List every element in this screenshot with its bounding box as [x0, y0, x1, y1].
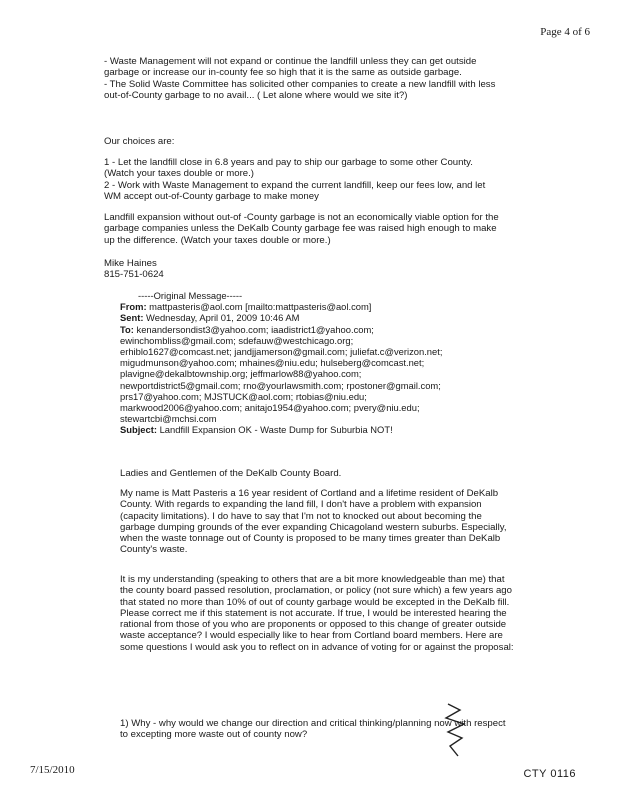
to-line: newportdistrict5@gmail.com; rno@yourlawsmith.com; rpostoner@gmail.com; [120, 379, 441, 391]
choice-2: 2 - Work with Waste Management to expand the current landfill, keep our fees low, and let WM accept out-of-County garbage to make money [104, 179, 486, 202]
to-line: kenandersondist3@yahoo.com; iaadistrict1@yahoo.com; [136, 323, 374, 335]
forwarded-email [120, 290, 590, 436]
bullet-solid-waste-committee: - The Solid Waste Committee has solicited other companies to create a new landfill with less out-of-County garbage to no avail... ( Let alone where would we site it?) [104, 78, 496, 101]
email-from [120, 301, 590, 312]
to-line: plavigne@dekalbtownship.org; jeffmarlow88@yahoo.com; [120, 368, 362, 380]
email-greeting: Ladies and Gentlemen of the DeKalb County Board. [120, 468, 342, 479]
sent-value: Wednesday, April 01, 2009 10:46 AM [146, 312, 300, 324]
to-line: prs17@yahoo.com; MJSTUCK@aol.com; rtobias@niu.edu; [120, 390, 367, 402]
to-line: markwood2006@yahoo.com; anitajo1954@yahoo.com; pvery@niu.edu; [120, 402, 420, 414]
to-line: ewinchombliss@gmail.com; sdefauw@westchicago.org; [120, 334, 354, 346]
expansion-paragraph: Landfill expansion without out-of -County garbage is not an economically viable option for the garbage companies unless the DeKalb County garbage fee was raised high enough to make up the difference. (Watch your taxes double or more.) [104, 212, 499, 246]
choices-list [104, 157, 504, 202]
email-subject [120, 424, 590, 435]
signature [104, 258, 404, 281]
subject-label: Subject: [120, 424, 157, 436]
email-question-1: 1) Why - why would we change our direction and critical thinking/planning now with respect to excepting more waste out of county now? [120, 718, 506, 741]
signature-name: Mike Haines [104, 258, 157, 269]
email-sent [120, 312, 590, 323]
to-line: migudmunson@yahoo.com; mhaines@niu.edu; hulseberg@comcast.net; [120, 357, 425, 369]
choice-1: 1 - Let the landfill close in 6.8 years and pay to ship our garbage to some other County. (Watch your taxes double or more.) [104, 157, 473, 180]
original-message-marker: -----Original Message----- [138, 290, 243, 301]
to-label: To: [120, 323, 134, 335]
email-paragraph-1: My name is Matt Pasteris a 16 year resident of Cortland and a lifetime resident of DeKalb County. With regards to expanding the land fill, I don't have a problem with expansion (capacity limitations). I do have to say that I'm not to knocked out about becoming the garbage dumping grounds of the ever expanding Chicagoland western suburbs. Especially, when the waste tonnage out of County is proposed to be many times greater than DeKalb County's waste. [120, 488, 507, 556]
top-bullets [104, 56, 504, 101]
handwritten-mark-icon [440, 700, 476, 760]
from-value: mattpasteris@aol.com [mailto:mattpasteris@aol.com] [149, 301, 372, 313]
subject-value: Landfill Expansion OK - Waste Dump for Suburbia NOT! [159, 424, 393, 436]
footer-date: 7/15/2010 [30, 764, 75, 776]
bullet-waste-management: - Waste Management will not expand or continue the landfill unless they can get outside garbage or increase our in-county fee so high that it is the same as outside garbage. [104, 56, 477, 79]
email-paragraph-2: It is my understanding (speaking to others that are a bit more knowledgeable than me) that the county board passed resolution, proclamation, or policy (not sure which) a few years ago that stated no more than 10% of out of county garbage would be excepted in the DeKalb fill. Please correct me if this statement is not accurate. If true, I would be interested hearing the rational from those of you who are proponents or opposed to this change of greater outside waste acceptance? I would especially like to hear from Cortland board members. Here are some questions I would ask you to reflect on in advance of voting for or against the proposal: [120, 574, 514, 653]
to-line: erhiblo1627@comcast.net; jandjjamerson@gmail.com; juliefat.c@verizon.net; [120, 346, 443, 358]
page-number: Page 4 of 6 [540, 26, 590, 38]
footer-document-code: CTY 0116 [523, 768, 576, 780]
signature-phone: 815-751-0624 [104, 269, 164, 281]
to-line: stewartcbi@mchsi.com [120, 413, 217, 425]
choices-heading: Our choices are: [104, 136, 175, 147]
from-label: From: [120, 301, 147, 313]
email-to [120, 324, 590, 425]
sent-label: Sent: [120, 312, 144, 324]
